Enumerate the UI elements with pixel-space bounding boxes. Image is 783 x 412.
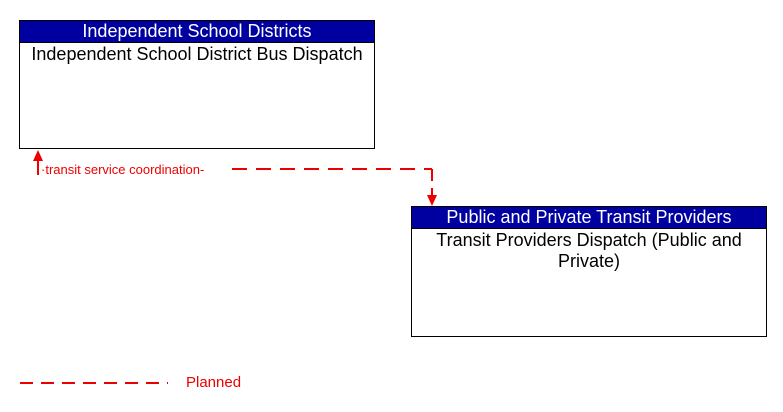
flow-label-prefix: · xyxy=(41,162,46,177)
flow-label-transit-service-coordination[interactable] xyxy=(41,163,204,177)
entity-body-transit-providers-dispatch: Transit Providers Dispatch (Public and Private) xyxy=(436,230,742,271)
arrowhead-up-icon xyxy=(33,150,43,161)
flow-label-suffix: - xyxy=(199,162,205,177)
legend-label-planned: Planned xyxy=(186,374,242,391)
entity-box-independent-school-districts[interactable] xyxy=(19,20,375,149)
arrowhead-down-icon xyxy=(427,195,437,206)
entity-body-isd-bus-dispatch: Independent School District Bus Dispatch xyxy=(31,44,363,64)
flow-label-text: transit service coordination xyxy=(45,162,200,177)
entity-box-public-private-transit-providers[interactable] xyxy=(411,206,767,337)
entity-header-independent-school-districts: Independent School Districts xyxy=(20,21,374,43)
entity-header-public-private-transit-providers: Public and Private Transit Providers xyxy=(412,207,766,229)
